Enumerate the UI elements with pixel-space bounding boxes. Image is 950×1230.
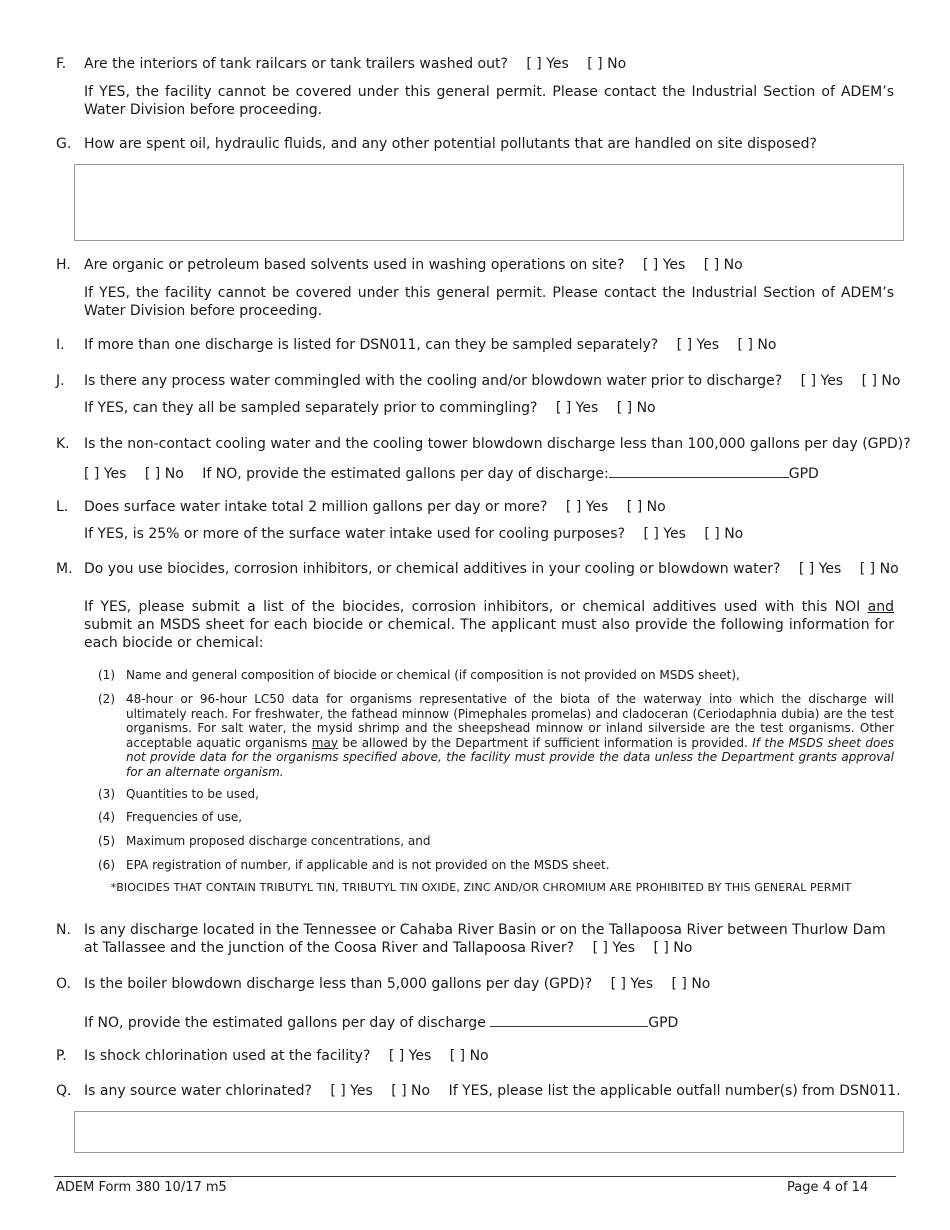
question-n (84, 940, 692, 956)
question-k-label: K. (56, 436, 70, 452)
question-l (84, 499, 666, 515)
question-i (84, 337, 776, 353)
question-j-no-checkbox[interactable]: [ ] No (861, 373, 901, 389)
footer-divider (54, 1176, 896, 1177)
list-item: Name and general composition of biocide or chemical (if composition is not provided on MSDS sheet), (126, 668, 740, 682)
question-p-label: P. (56, 1048, 67, 1064)
biocide-prohibition-warning: *BIOCIDES THAT CONTAIN TRIBUTYL TIN, TRIBUTYL TIN OXIDE, ZINC AND/OR CHROMIUM ARE PROHIBITED BY THIS GENERAL PERMIT (110, 881, 852, 894)
question-n-text-line1: Is any discharge located in the Tennessee or Cahaba River Basin or on the Tallapoosa River between Thurlow Dam (84, 922, 886, 938)
question-l-followup-yes-checkbox[interactable]: [ ] Yes (643, 526, 686, 542)
question-p-yes-checkbox[interactable]: [ ] Yes (388, 1048, 432, 1064)
question-o-text: Is the boiler blowdown discharge less than 5,000 gallons per day (GPD)? (84, 976, 593, 992)
question-h (84, 257, 743, 273)
question-j-text: Is there any process water commingled with the cooling and/or blowdown water prior to discharge? (84, 373, 783, 389)
question-g-answer-box[interactable] (74, 164, 904, 241)
question-n-text-line2: at Tallassee and the junction of the Coosa River and Tallapoosa River? (84, 940, 575, 956)
question-k-followup (84, 463, 819, 482)
question-f-label: F. (56, 56, 67, 72)
question-p-no-checkbox[interactable]: [ ] No (449, 1048, 489, 1064)
question-g-text: How are spent oil, hydraulic fluids, and any other potential pollutants that are handled on site disposed? (84, 136, 817, 152)
question-f-text: Are the interiors of tank railcars or tank trailers washed out? (84, 56, 508, 72)
question-m (84, 561, 899, 577)
question-h-yes-checkbox[interactable]: [ ] Yes (642, 257, 686, 273)
list-item-num: (4) (98, 810, 115, 824)
question-k-yes-checkbox[interactable]: [ ] Yes (84, 466, 127, 482)
question-q (84, 1083, 901, 1099)
list-item-text-may: may (311, 735, 338, 750)
question-p-text: Is shock chlorination used at the facility? (84, 1048, 371, 1064)
question-n-label: N. (56, 922, 71, 938)
question-q-text: Is any source water chlorinated? (84, 1083, 312, 1099)
question-i-label: I. (56, 337, 65, 353)
question-h-no-checkbox[interactable]: [ ] No (703, 257, 743, 273)
question-f-no-checkbox[interactable]: [ ] No (587, 56, 627, 72)
question-q-followup-text: If YES, please list the applicable outfall number(s) from DSN011. (448, 1083, 901, 1099)
question-m-label: M. (56, 561, 73, 577)
question-j-followup-no-checkbox[interactable]: [ ] No (616, 400, 656, 416)
question-o-label: O. (56, 976, 71, 992)
question-n-no-checkbox[interactable]: [ ] No (653, 940, 693, 956)
question-l-text: Does surface water intake total 2 million gallons per day or more? (84, 499, 548, 515)
question-k-gpd-field[interactable] (609, 463, 789, 478)
question-l-followup-no-checkbox[interactable]: [ ] No (704, 526, 744, 542)
question-j-label: J. (56, 373, 65, 389)
question-j-followup-yes-checkbox[interactable]: [ ] Yes (555, 400, 599, 416)
question-j-followup (84, 400, 656, 416)
list-item: Maximum proposed discharge concentrations, and (126, 834, 431, 848)
list-item: EPA registration of number, if applicable and is not provided on the MSDS sheet. (126, 858, 610, 872)
question-l-no-checkbox[interactable]: [ ] No (626, 499, 666, 515)
question-p (84, 1048, 489, 1064)
question-m-intro (84, 598, 894, 652)
question-o-followup-text: If NO, provide the estimated gallons per day of discharge (84, 1015, 486, 1031)
list-item: Frequencies of use, (126, 810, 243, 824)
question-o (84, 976, 710, 992)
question-m-text: Do you use biocides, corrosion inhibitors, or chemical additives in your cooling or blowdown water? (84, 561, 781, 577)
question-o-no-checkbox[interactable]: [ ] No (671, 976, 711, 992)
list-item: Quantities to be used, (126, 787, 259, 801)
question-o-followup (84, 1012, 678, 1031)
form-id: ADEM Form 380 10/17 m5 (56, 1180, 227, 1195)
page-number: Page 4 of 14 (787, 1180, 869, 1195)
question-f-note: If YES, the facility cannot be covered under this general permit. Please contact the Industrial Section of ADEM’s Water Division before proceeding. (84, 84, 894, 118)
question-m-no-checkbox[interactable]: [ ] No (859, 561, 899, 577)
list-item-text-b: be allowed by the Department if sufficient information is provided. (342, 735, 748, 750)
question-k-no-checkbox[interactable]: [ ] No (144, 466, 184, 482)
question-q-answer-box[interactable] (74, 1111, 904, 1153)
list-item (126, 692, 894, 779)
question-q-no-checkbox[interactable]: [ ] No (391, 1083, 431, 1099)
question-q-label: Q. (56, 1083, 72, 1099)
list-item-num: (5) (98, 834, 115, 848)
question-q-yes-checkbox[interactable]: [ ] Yes (330, 1083, 373, 1099)
question-h-label: H. (56, 257, 71, 273)
list-item-num: (3) (98, 787, 115, 801)
question-k-unit: GPD (788, 466, 819, 482)
list-item-num: (2) (98, 692, 115, 706)
question-m-intro-b: submit an MSDS sheet for each biocide or chemical. The applicant must also provide the following information for each biocide or chemical: (84, 617, 894, 651)
question-m-yes-checkbox[interactable]: [ ] Yes (798, 561, 842, 577)
question-o-unit: GPD (648, 1015, 679, 1031)
question-m-intro-and: and (867, 599, 894, 615)
question-j (84, 373, 900, 389)
question-f-yes-checkbox[interactable]: [ ] Yes (526, 56, 569, 72)
question-l-followup-text: If YES, is 25% or more of the surface water intake used for cooling purposes? (84, 526, 626, 542)
question-k-followup-text: If NO, provide the estimated gallons per day of discharge: (202, 466, 609, 482)
question-i-yes-checkbox[interactable]: [ ] Yes (676, 337, 720, 353)
question-g-label: G. (56, 136, 72, 152)
question-m-intro-a: If YES, please submit a list of the biocides, corrosion inhibitors, or chemical additives used with this NOI (84, 599, 861, 615)
question-o-gpd-field[interactable] (490, 1012, 648, 1027)
question-k-text: Is the non-contact cooling water and the cooling tower blowdown discharge less than 100,000 gallons per day (GPD)? (84, 436, 911, 452)
question-l-yes-checkbox[interactable]: [ ] Yes (565, 499, 609, 515)
question-l-followup (84, 526, 743, 542)
question-j-yes-checkbox[interactable]: [ ] Yes (800, 373, 844, 389)
question-l-label: L. (56, 499, 69, 515)
question-f (84, 56, 626, 72)
question-o-yes-checkbox[interactable]: [ ] Yes (610, 976, 654, 992)
list-item-text-a: 48-hour or 96-hour LC50 data for organisms representative of the biota of the waterway into which the discharge will ultimately reach. For freshwater, the fathead minnow (Pimephales promelas) and cladoceran (Ceriodaphnia dubia) are the test organisms. For salt water, the mysid shrimp and the sheepshead minnow or inland silverside are the test organisms. Other acceptable aquatic organisms (126, 692, 894, 750)
question-i-text: If more than one discharge is listed for DSN011, can they be sampled separately? (84, 337, 659, 353)
question-h-note: If YES, the facility cannot be covered under this general permit. Please contact the Industrial Section of ADEM’s Water Division before proceeding. (84, 285, 894, 319)
question-i-no-checkbox[interactable]: [ ] No (737, 337, 777, 353)
list-item-text-italic: If the MSDS sheet does not provide data for the organisms specified above, the facility must provide the data unless the Department grants approval for an alternate organism. (126, 735, 894, 779)
question-n-yes-checkbox[interactable]: [ ] Yes (592, 940, 635, 956)
question-h-text: Are organic or petroleum based solvents used in washing operations on site? (84, 257, 625, 273)
question-j-followup-text: If YES, can they all be sampled separately prior to commingling? (84, 400, 538, 416)
list-item-num: (1) (98, 668, 115, 682)
list-item-num: (6) (98, 858, 115, 872)
